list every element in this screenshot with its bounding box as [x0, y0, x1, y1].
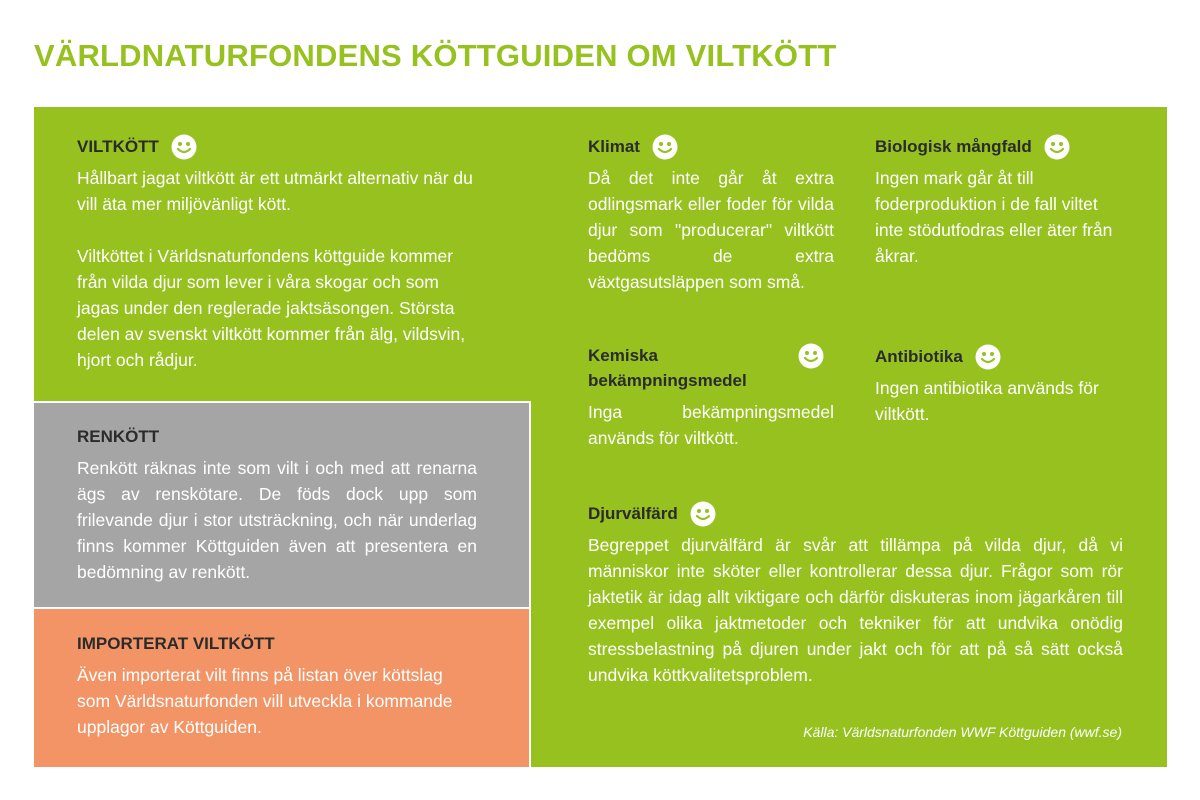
- antibiotika-heading-row: [875, 343, 1125, 371]
- djurvalfard-text: Begreppet djurvälfärd är svår att tillämpa på vilda djur, då vi människor inte sköter eller kontrollerar dessa djur. Frågor som rör jaktetik är idag allt viktigare och därför diskuteras inom jägarkåren till exempel olika jaktmetoder och tekniker för att undvika onödig stressbelastning på djuren under jakt och för att på så sätt också undvika köttkvalitetsproblem.: [588, 535, 1123, 685]
- djurvalfard-heading-row: [588, 500, 1123, 528]
- antibiotika-section: [875, 343, 1125, 427]
- antibiotika-heading: Antibiotika: [875, 347, 963, 366]
- importerat-text: Även importerat vilt finns på listan över köttslag som Världsnaturfonden vill utveckla i kommande upplagor av Köttguiden.: [77, 665, 453, 737]
- viltkott-heading-row: [77, 133, 477, 161]
- smiley-face-icon: [652, 134, 678, 160]
- smiley-face-icon: [171, 134, 197, 160]
- smiley-face-icon: [975, 344, 1001, 370]
- renkott-section: [77, 423, 477, 585]
- viltkott-paragraph-1: Hållbart jagat viltkött är ett utmärkt alternativ när du vill äta mer miljövänligt kött.: [77, 168, 473, 214]
- importerat-section: [77, 630, 477, 740]
- viltkott-section: [77, 133, 477, 373]
- smiley-face-icon: [798, 343, 824, 369]
- kemiska-section: [588, 343, 834, 451]
- klimat-heading-row: [588, 133, 834, 161]
- klimat-heading: Klimat: [588, 137, 640, 156]
- biologisk-section: [875, 133, 1125, 269]
- biologisk-text: Ingen mark går åt till foderproduktion i de fall viltet inte stödutfodras eller äter från åkrar.: [875, 168, 1113, 266]
- smiley-face-icon: [1044, 134, 1070, 160]
- kemiska-text: Inga bekämpningsmedel används för viltkött.: [588, 402, 834, 448]
- kemiska-heading-row: [588, 343, 834, 395]
- smiley-face-icon: [690, 501, 716, 527]
- klimat-text: Då det inte går åt extra odlingsmark eller foder för vilda djur som "producerar" viltkött bedöms de extra växtgasutsläppen som små.: [588, 168, 834, 292]
- page-title: VÄRLDNATURFONDENS KÖTTGUIDEN OM VILTKÖTT: [34, 38, 837, 73]
- antibiotika-text: Ingen antibiotika används för viltkött.: [875, 378, 1099, 424]
- renkott-heading: RENKÖTT: [77, 427, 160, 446]
- renkott-text: Renkött räknas inte som vilt i och med att renarna ägs av renskötare. De föds dock upp som frilevande djur i stor utsträckning, och när underlag finns kommer Köttguiden även att presentera en bedömning av renkött.: [77, 458, 477, 582]
- importerat-heading: IMPORTERAT VILTKÖTT: [77, 634, 275, 653]
- source-credit: Källa: Världsnaturfonden WWF Köttguiden (wwf.se): [803, 724, 1122, 740]
- biologisk-heading-row: [875, 133, 1125, 161]
- viltkott-paragraph-2: Viltköttet i Världsnaturfondens köttguide kommer från vilda djur som lever i våra skogar och som jagas under den reglerade jaktsäsongen. Största delen av svenskt viltkött kommer från älg, vildsvin, hjort och rådjur.: [77, 246, 466, 370]
- viltkott-text: [77, 165, 477, 373]
- biologisk-heading: Biologisk mångfald: [875, 137, 1032, 156]
- klimat-section: [588, 133, 834, 295]
- kemiska-heading: Kemiska bekämpningsmedel: [588, 346, 747, 390]
- viltkott-heading: VILTKÖTT: [77, 137, 159, 156]
- djurvalfard-section: [588, 500, 1123, 688]
- djurvalfard-heading: Djurvälfärd: [588, 504, 678, 523]
